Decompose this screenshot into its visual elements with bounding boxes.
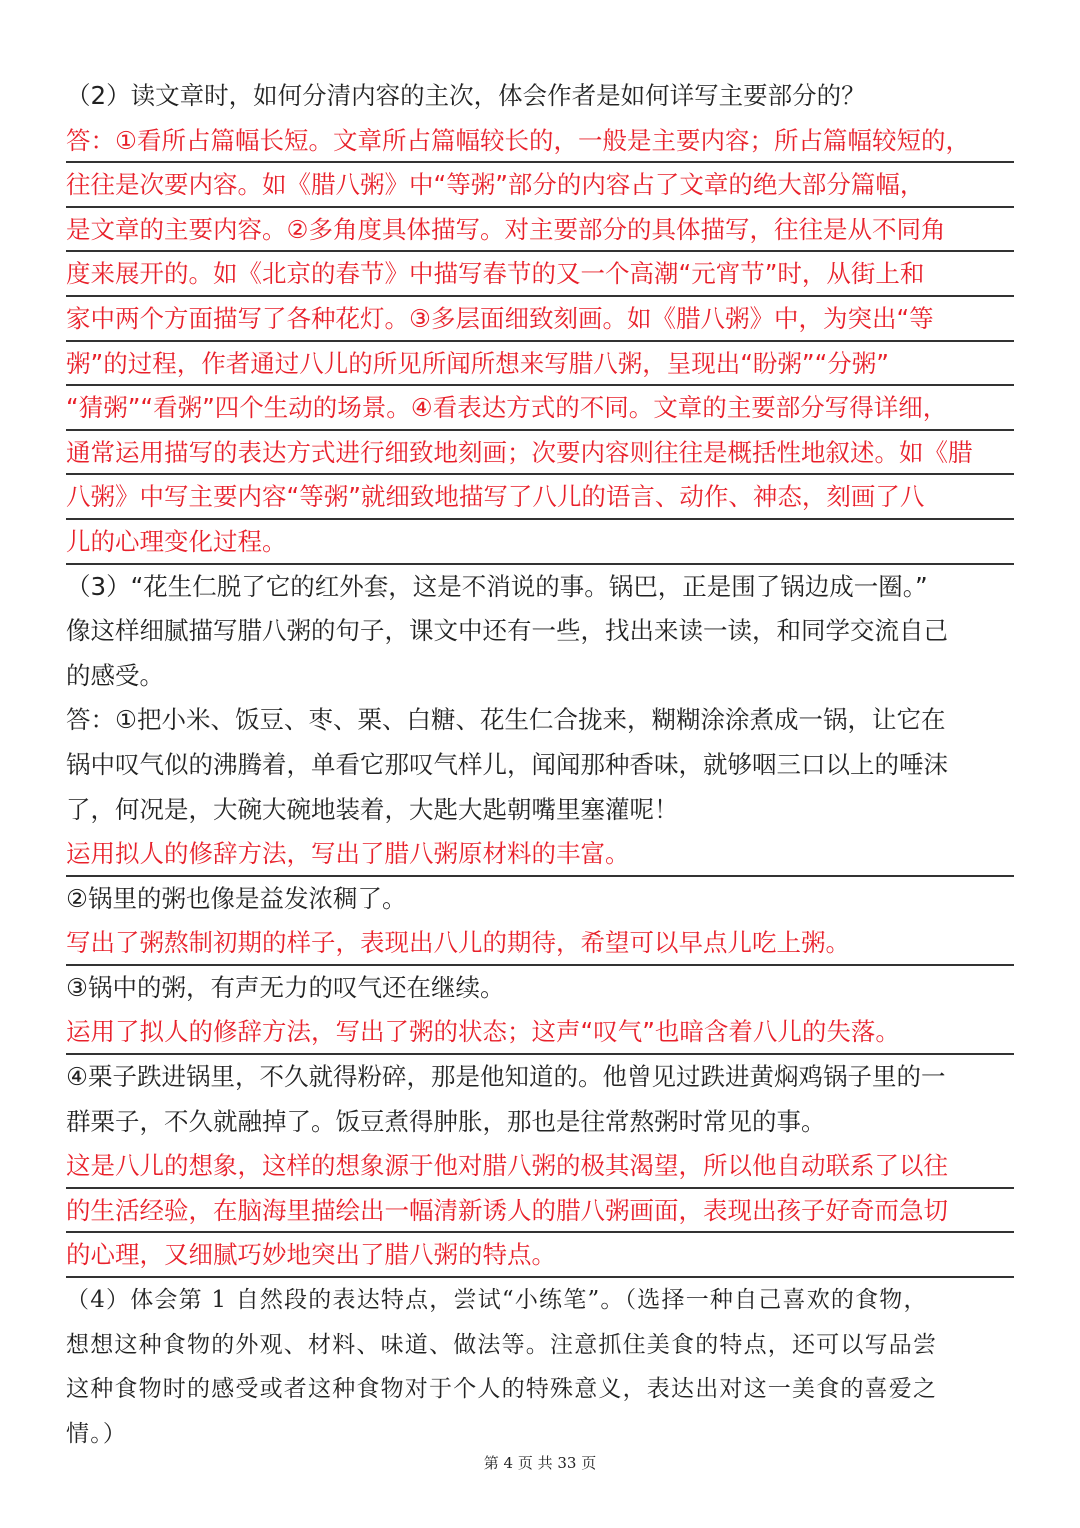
q3-item4-answer-line: 的心理，又细腻巧妙地突出了腊八粥的特点。 [66, 1233, 1014, 1278]
q2-question: （2）读文章时，如何分清内容的主次，体会作者是如何详写主要部分的？ [66, 81, 866, 110]
page-content [66, 74, 1014, 1456]
q3-question-line: （3）“花生仁脱了它的红外套，这是不消说的事。锅巴，正是围了锅边成一圈。” [66, 571, 928, 601]
q2-answer-line: 答：①看所占篇幅长短。文章所占篇幅较长的，一般是主要内容；所占篇幅较短的， [66, 119, 1014, 164]
q3-item4-line: 群栗子，不久就融掉了。饭豆煮得肿胀，那也是往常熬粥时常见的事。 [66, 1106, 826, 1136]
q4-line: 想想这种食物的外观、材料、味道、做法等。注意抓住美食的特点，还可以写品尝 [66, 1331, 938, 1358]
q2-answer-line: 八粥》中写主要内容“等粥”就细致地描写了八儿的语言、动作、神态，刻画了八 [66, 475, 1014, 520]
q2-answer-line: 是文章的主要内容。②多角度具体描写。对主要部分的具体描写，往往是从不同角 [66, 208, 1014, 253]
q2-answer-line: 通常运用描写的表达方式进行细致地刻画；次要内容则往往是概括性地叙述。如《腊 [66, 431, 1014, 476]
q3-question-line: 像这样细腻描写腊八粥的句子，课文中还有一些，找出来读一读，和同学交流自己 [66, 616, 948, 646]
q4-line: （4）体会第 1 自然段的表达特点，尝试“小练笔”。（选择一种自己喜欢的食物， [66, 1287, 928, 1314]
q3-item1-line: 锅中叹气似的沸腾着，单看它那叹气样儿，闻闻那种香味，就够咽三口以上的唾沫 [66, 749, 948, 779]
q3-item2-answer: 写出了粥熬制初期的样子，表现出八儿的期待，希望可以早点儿吃上粥。 [66, 921, 1014, 966]
q4-line: 这种食物时的感受或者这种食物对于个人的特殊意义，表达出对这一美食的喜爱之 [66, 1376, 938, 1403]
q3-item4-answer-line: 的生活经验，在脑海里描绘出一幅清新诱人的腊八粥画面，表现出孩子好奇而急切 [66, 1189, 1014, 1234]
q3-item4-answer-line: 这是八儿的想象，这样的想象源于他对腊八粥的极其渴望，所以他自动联系了以往 [66, 1144, 1014, 1189]
q3-item2: ②锅里的粥也像是益发浓稠了。 [66, 883, 407, 913]
q3-item1-line: 了，何况是，大碗大碗地装着，大匙大匙朝嘴里塞灌呢！ [66, 794, 679, 824]
q2-answer-line: 家中两个方面描写了各种花灯。③多层面细致刻画。如《腊八粥》中，为突出“等 [66, 297, 1014, 342]
q2-answer-line: 粥”的过程，作者通过八儿的所见所闻所想来写腊八粥，呈现出“盼粥”“分粥” [66, 342, 1014, 387]
q4-line: 情。） [66, 1420, 128, 1447]
q3-item1-answer: 运用拟人的修辞方法，写出了腊八粥原材料的丰富。 [66, 832, 1014, 877]
q3-item1-line: 答：①把小米、饭豆、枣、栗、白糖、花生仁合拢来，糊糊涂涂煮成一锅，让它在 [66, 705, 946, 735]
page-footer: 第 4 页 共 33 页 [483, 1454, 597, 1472]
q2-answer-line: 度来展开的。如《北京的春节》中描写春节的又一个高潮“元宵节”时，从街上和 [66, 252, 1014, 297]
q3-item4-line: ④栗子跌进锅里，不久就得粉碎，那是他知道的。他曾见过跌进黄焖鸡锅子里的一 [66, 1062, 946, 1092]
q3-question-line: 的感受。 [66, 660, 164, 690]
q2-answer-line: “猜粥”“看粥”四个生动的场景。④看表达方式的不同。文章的主要部分写得详细， [66, 386, 1014, 431]
q3-item3: ③锅中的粥，有声无力的叹气还在继续。 [66, 972, 505, 1002]
q2-answer-line: 儿的心理变化过程。 [66, 520, 1014, 565]
q3-item3-answer: 运用了拟人的修辞方法，写出了粥的状态；这声“叹气”也暗含着八儿的失落。 [66, 1010, 1014, 1055]
q2-answer-line: 往往是次要内容。如《腊八粥》中“等粥”部分的内容占了文章的绝大部分篇幅， [66, 163, 1014, 208]
